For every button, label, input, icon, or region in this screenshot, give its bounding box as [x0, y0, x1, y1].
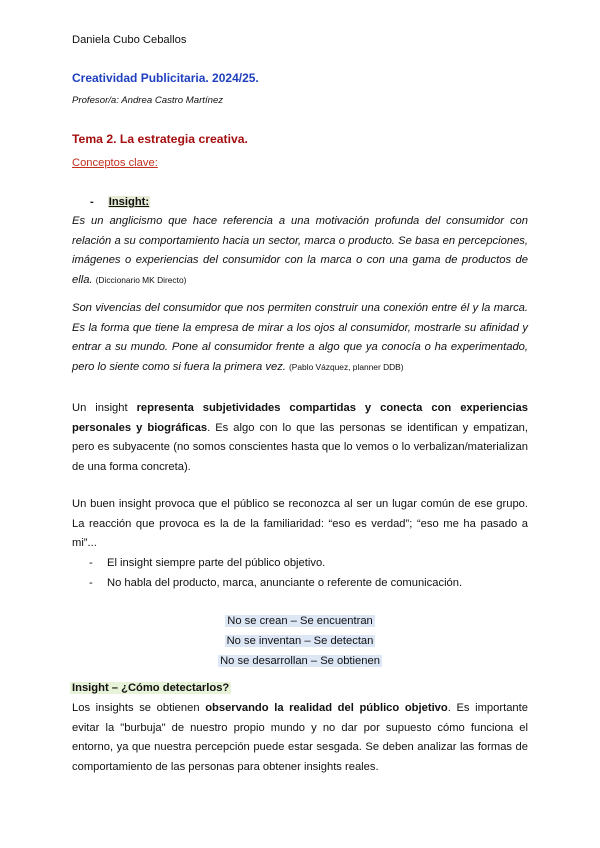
insight-quote-2 [72, 299, 528, 377]
insight-dash: - [90, 196, 94, 208]
paragraph-detect [72, 699, 528, 777]
key-concepts-heading: Conceptos clave: [72, 157, 158, 169]
professor-line: Profesor/a: Andrea Castro Martínez [72, 95, 224, 106]
para1-end: . Es algo con lo que las personas se identifican y empatizan, pero es subyacente (no somos conscientes hasta que lo vemos o lo verbalizan/materializan de una forma concreta). [72, 421, 528, 473]
detect-subheading: Insight – ¿Cómo detectarlos? [72, 682, 230, 694]
topic-title: Tema 2. La estrategia creativa. [72, 132, 248, 146]
quote-1-source: (Diccionario MK Directo) [95, 274, 187, 285]
highlight-block [72, 611, 528, 671]
quote-1-text: Es un anglicismo que hace referencia a una motivación profunda del consumidor con relación a su comportamiento hacia un sector, marca o producto. Se basa en percepciones, imágenes o experiencias del consumidor con la marca o con una gama de productos de ella. [72, 215, 528, 286]
list-item [72, 573, 462, 593]
bullet-text: El insight siempre parte del público objetivo. [107, 557, 326, 569]
para1-start: Un insight [72, 402, 137, 414]
paragraph-good-insight: Un buen insight provoca que el público se reconozca al ser un lugar común de ese grupo. La reacción que provoca es la de la familiaridad: “eso es verdad”; “eso me ha pasado a mi”... [72, 498, 528, 549]
insight-heading [90, 196, 150, 208]
insight-label: Insight: [108, 196, 150, 208]
bullet-dash: - [89, 577, 93, 589]
quote-2-text: Son vivencias del consumidor que nos permiten construir una conexión entre él y la marca. Es la forma que tiene la empresa de mirar a los ojos al consumidor, mostrarle su afinidad y entrar a su mundo. Pone al consumidor frente a algo que ya conocía o ha experimentado, pero lo siente como si fuera la primera vez. [72, 302, 528, 373]
para1-bold: representa subjetividades compartidas y conecta con experiencias personales y biográficas [72, 402, 528, 434]
detect-start: Los insights se obtienen [72, 702, 206, 714]
list-item [72, 553, 462, 573]
author-name: Daniela Cubo Ceballos [72, 34, 187, 46]
detect-end: . Es importante evitar la "burbuja" de nuestro propio mundo y no dar por supuesto cómo funciona el entorno, ya que nuestra percepción puede estar sesgada. Se deben analizar las formas de comportamiento de las personas para obtener insights reales. [72, 702, 528, 773]
highlight-line: No se desarrollan – Se obtienen [220, 655, 380, 667]
bullet-text: No habla del producto, marca, anunciante o referente de comunicación. [107, 577, 463, 589]
course-title: Creatividad Publicitaria. 2024/25. [72, 71, 259, 85]
paragraph-insight-definition [72, 399, 528, 477]
bullet-dash: - [89, 557, 93, 569]
insight-quote-1 [72, 212, 528, 290]
quote-2-source: (Pablo Vázquez, planner DDB) [289, 361, 404, 372]
detect-bold: observando la realidad del público objetivo [205, 702, 448, 714]
highlight-line: No se inventan – Se detectan [226, 635, 374, 647]
insight-bullet-list [72, 553, 462, 593]
highlight-line: No se crean – Se encuentran [227, 615, 373, 627]
